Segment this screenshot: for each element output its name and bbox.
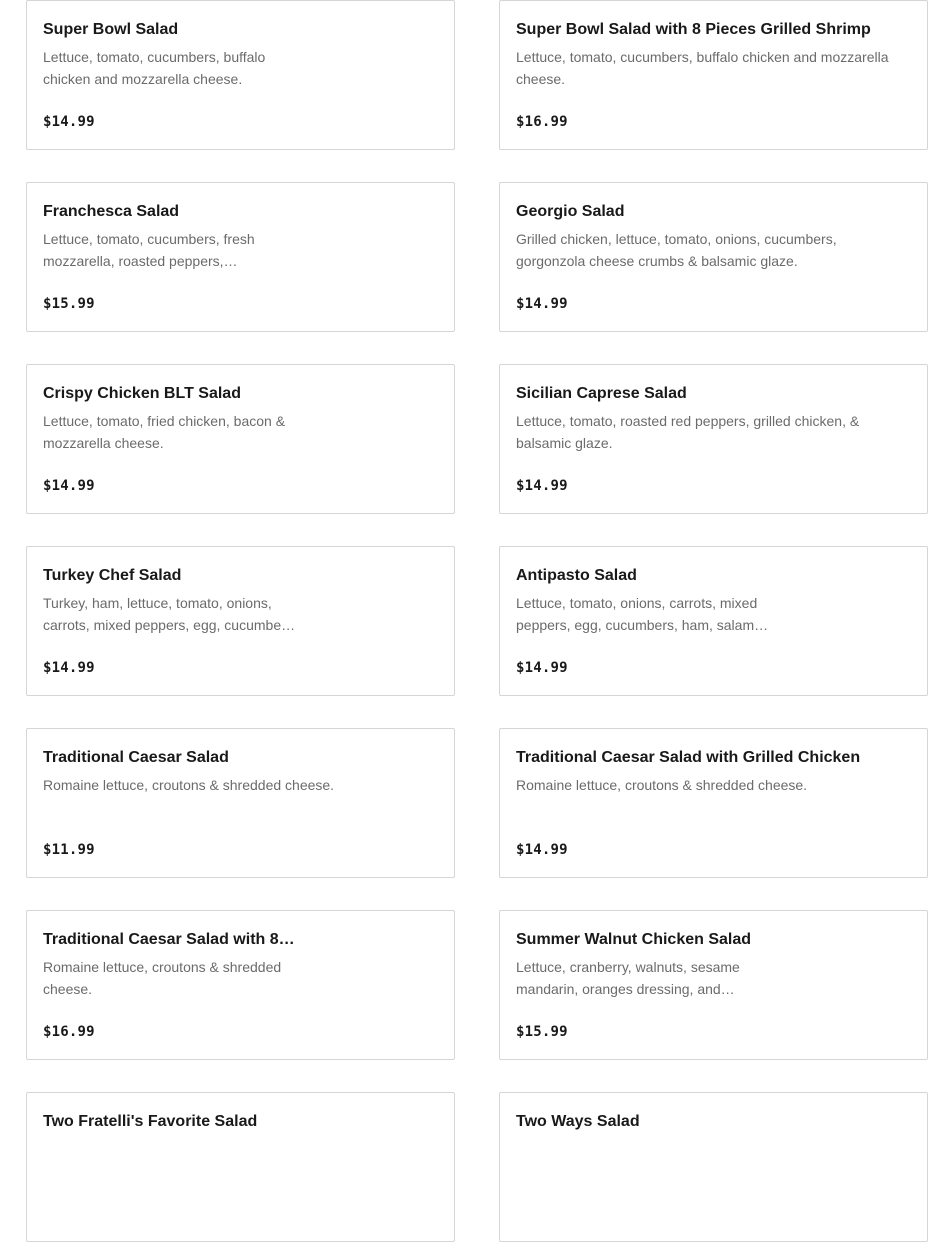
- menu-item-card[interactable]: [26, 364, 455, 514]
- menu-item-card[interactable]: [499, 182, 928, 332]
- menu-item-card[interactable]: [26, 546, 455, 696]
- menu-item-description: Lettuce, tomato, onions, carrots, mixed peppers, egg, cucumbers, ham, salam…: [516, 595, 769, 633]
- menu-item-description: Lettuce, cranberry, walnuts, sesame mandarin, oranges dressing, and…: [516, 959, 740, 997]
- menu-item-price: $14.99: [43, 114, 95, 130]
- menu-item-card[interactable]: [499, 728, 928, 878]
- menu-item-name: Crispy Chicken BLT Salad: [43, 385, 241, 402]
- menu-item-card[interactable]: [26, 0, 455, 150]
- menu-item-name: Traditional Caesar Salad with Grilled Chicken: [516, 749, 861, 766]
- menu-item-name: Franchesca Salad: [43, 203, 180, 220]
- menu-item-name: Sicilian Caprese Salad: [516, 385, 687, 402]
- menu-items-grid: [26, 0, 928, 1242]
- menu-item-card[interactable]: [26, 728, 455, 878]
- menu-item-name: Turkey Chef Salad: [43, 567, 182, 584]
- menu-item-price: $16.99: [516, 114, 568, 130]
- menu-item-description: Lettuce, tomato, cucumbers, buffalo chicken and mozzarella cheese.: [43, 49, 266, 87]
- menu-item-price: $15.99: [43, 296, 95, 312]
- menu-item-name: Super Bowl Salad with 8 Pieces Grilled Shrimp: [516, 21, 871, 38]
- menu-item-name: Two Fratelli's Favorite Salad: [43, 1113, 258, 1130]
- menu-item-name: Summer Walnut Chicken Salad: [516, 931, 752, 948]
- menu-item-card[interactable]: [499, 364, 928, 514]
- menu-item-description: Lettuce, tomato, roasted red peppers, grilled chicken, & balsamic glaze.: [516, 413, 860, 451]
- menu-item-price: $14.99: [516, 296, 568, 312]
- menu-item-card[interactable]: [26, 182, 455, 332]
- menu-item-card[interactable]: [499, 0, 928, 150]
- menu-item-price: $15.99: [516, 1024, 568, 1040]
- menu-item-description: Turkey, ham, lettuce, tomato, onions, carrots, mixed peppers, egg, cucumbe…: [43, 595, 296, 633]
- menu-item-price: $16.99: [43, 1024, 95, 1040]
- menu-item-card[interactable]: [26, 910, 455, 1060]
- menu-item-description: Grilled chicken, lettuce, tomato, onions, cucumbers, gorgonzola cheese crumbs & balsamic glaze.: [516, 231, 837, 269]
- menu-item-card[interactable]: [499, 910, 928, 1060]
- menu-item-name: Super Bowl Salad: [43, 21, 179, 38]
- menu-item-price: $14.99: [516, 842, 568, 858]
- menu-item-price: $14.99: [43, 660, 95, 676]
- menu-item-name: Traditional Caesar Salad with 8…: [43, 931, 295, 948]
- menu-item-description: Romaine lettuce, croutons & shredded cheese.: [516, 777, 808, 793]
- menu-item-name: Georgio Salad: [516, 203, 625, 220]
- menu-item-name: Traditional Caesar Salad: [43, 749, 229, 766]
- menu-item-price: $14.99: [43, 478, 95, 494]
- menu-item-description: Romaine lettuce, croutons & shredded cheese.: [43, 777, 335, 793]
- menu-item-price: $14.99: [516, 660, 568, 676]
- menu-item-description: Lettuce, tomato, cucumbers, fresh mozzarella, roasted peppers,…: [43, 231, 255, 269]
- menu-item-description: Lettuce, tomato, cucumbers, buffalo chicken and mozzarella cheese.: [516, 49, 889, 87]
- menu-item-card[interactable]: [499, 1092, 928, 1242]
- menu-item-card[interactable]: [26, 1092, 455, 1242]
- menu-item-name: Antipasto Salad: [516, 567, 637, 584]
- menu-item-description: Lettuce, tomato, fried chicken, bacon & mozzarella cheese.: [43, 413, 286, 451]
- menu-item-name: Two Ways Salad: [516, 1113, 640, 1130]
- menu-item-price: $11.99: [43, 842, 95, 858]
- menu-item-description: Romaine lettuce, croutons & shredded cheese.: [43, 959, 282, 997]
- menu-item-price: $14.99: [516, 478, 568, 494]
- menu-item-card[interactable]: [499, 546, 928, 696]
